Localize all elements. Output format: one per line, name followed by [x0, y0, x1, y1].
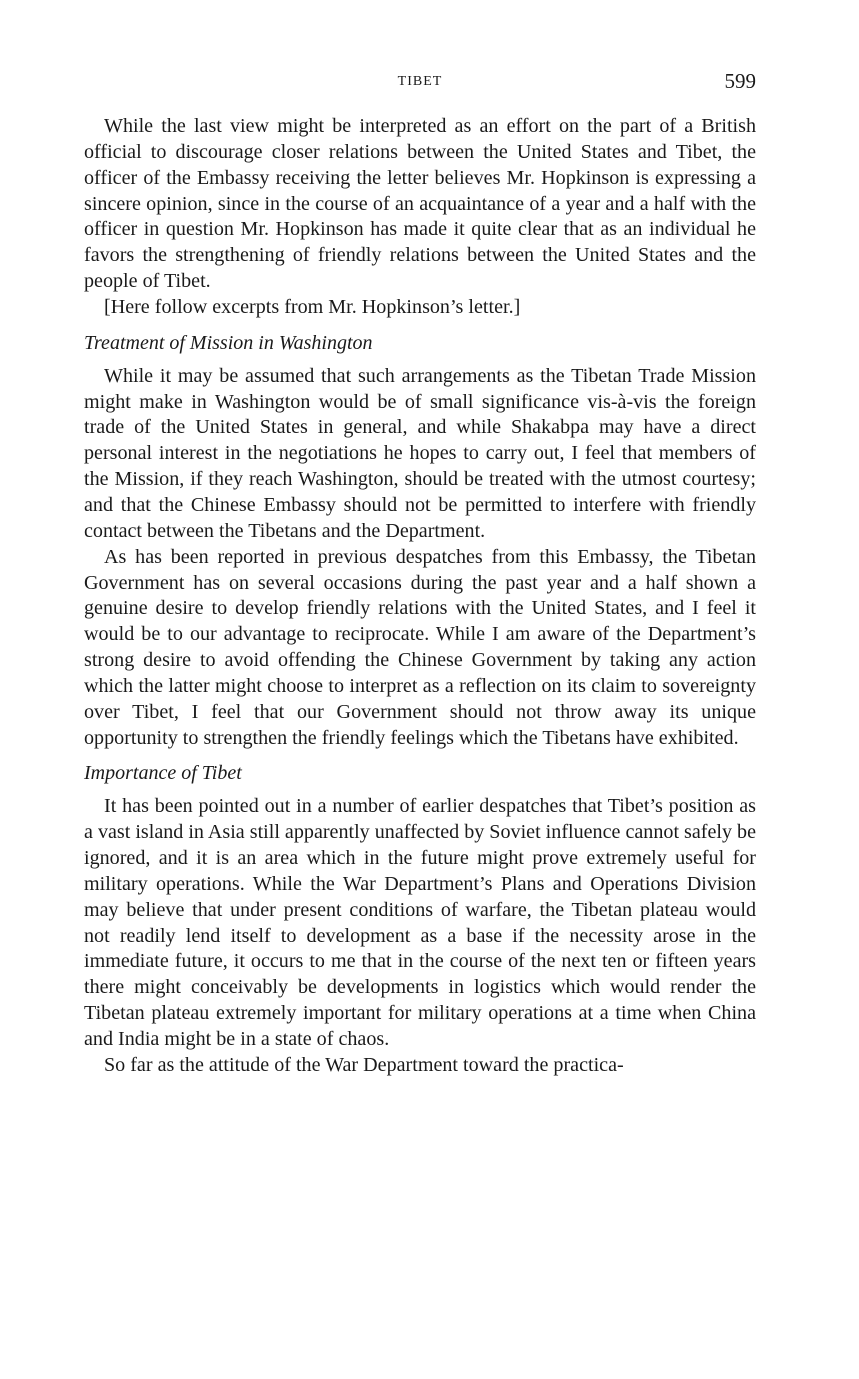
section-heading-importance-of-tibet: Importance of Tibet — [84, 762, 242, 785]
document-page — [84, 64, 756, 1079]
paragraph-tibet-position: It has been pointed out in a number of earlier despatches that Tibet’s position as a vast island in Asia still apparently unaffected by Soviet influence cannot safely be ignored, and it is an area which in the future might prove extremely useful for military operations. While the War Department’s Plans and Operations Division may believe that under present conditions of warfare, the Tibetan plateau would not readily lend itself to development as a base if the necessity arose in the immediate future, it occurs to me that in the course of the next ten or fifteen years there might conceivably be developments in logistics which would render the Tibetan plateau extremely important for military operations at a time when China and India might be in a state of chaos. — [84, 795, 757, 1050]
running-header — [84, 64, 756, 98]
running-title: TIBET — [397, 74, 443, 89]
paragraph-editorial-note: [Here follow excerpts from Mr. Hopkinson’s letter.] — [104, 295, 521, 318]
paragraph-previous-despatches: As has been reported in previous despatches from this Embassy, the Tibetan Government has on several occasions during the past year and a half shown a genuine desire to develop friendly relations with the United States, and I feel it would be to our advantage to reciprocate. While I am aware of the Department’s strong desire to avoid offending the Chinese Government by taking any action which the latter might choose to interpret as a reflection on its claim to sovereignty over Tibet, I feel that our Government should not throw away its unique opportunity to strengthen the friendly feelings which the Tibetans have exhibited. — [84, 545, 756, 749]
paragraph-war-department: So far as the attitude of the War Department toward the practica- — [104, 1053, 624, 1076]
section-heading-treatment-of-mission: Treatment of Mission in Washington — [84, 331, 373, 354]
page-number: 599 — [724, 69, 756, 93]
paragraph-trade-mission: While it may be assumed that such arrangements as the Tibetan Trade Mission might make in Washington would be of small significance vis-à-vis the foreign trade of the United States in general, and while Shakabpa may have a direct personal interest in the negotiations he hopes to carry out, I feel that members of the Mission, if they reach Washington, should be treated with the utmost courtesy; and that the Chinese Embassy should not be permitted to interfere with friendly contact between the Tibetans and the Department. — [84, 364, 756, 542]
paragraph-last-view: While the last view might be interpreted as an effort on the part of a British official to discourage closer relations between the United States and Tibet, the officer of the Embassy receiving the letter believes Mr. Hopkinson is expressing a sincere opinion, since in the course of an acquaintance of a year and a half with the officer in question Mr. Hopkinson has made it quite clear that as an individual he favors the strengthening of friendly relations between the United States and the people of Tibet. — [84, 115, 756, 293]
